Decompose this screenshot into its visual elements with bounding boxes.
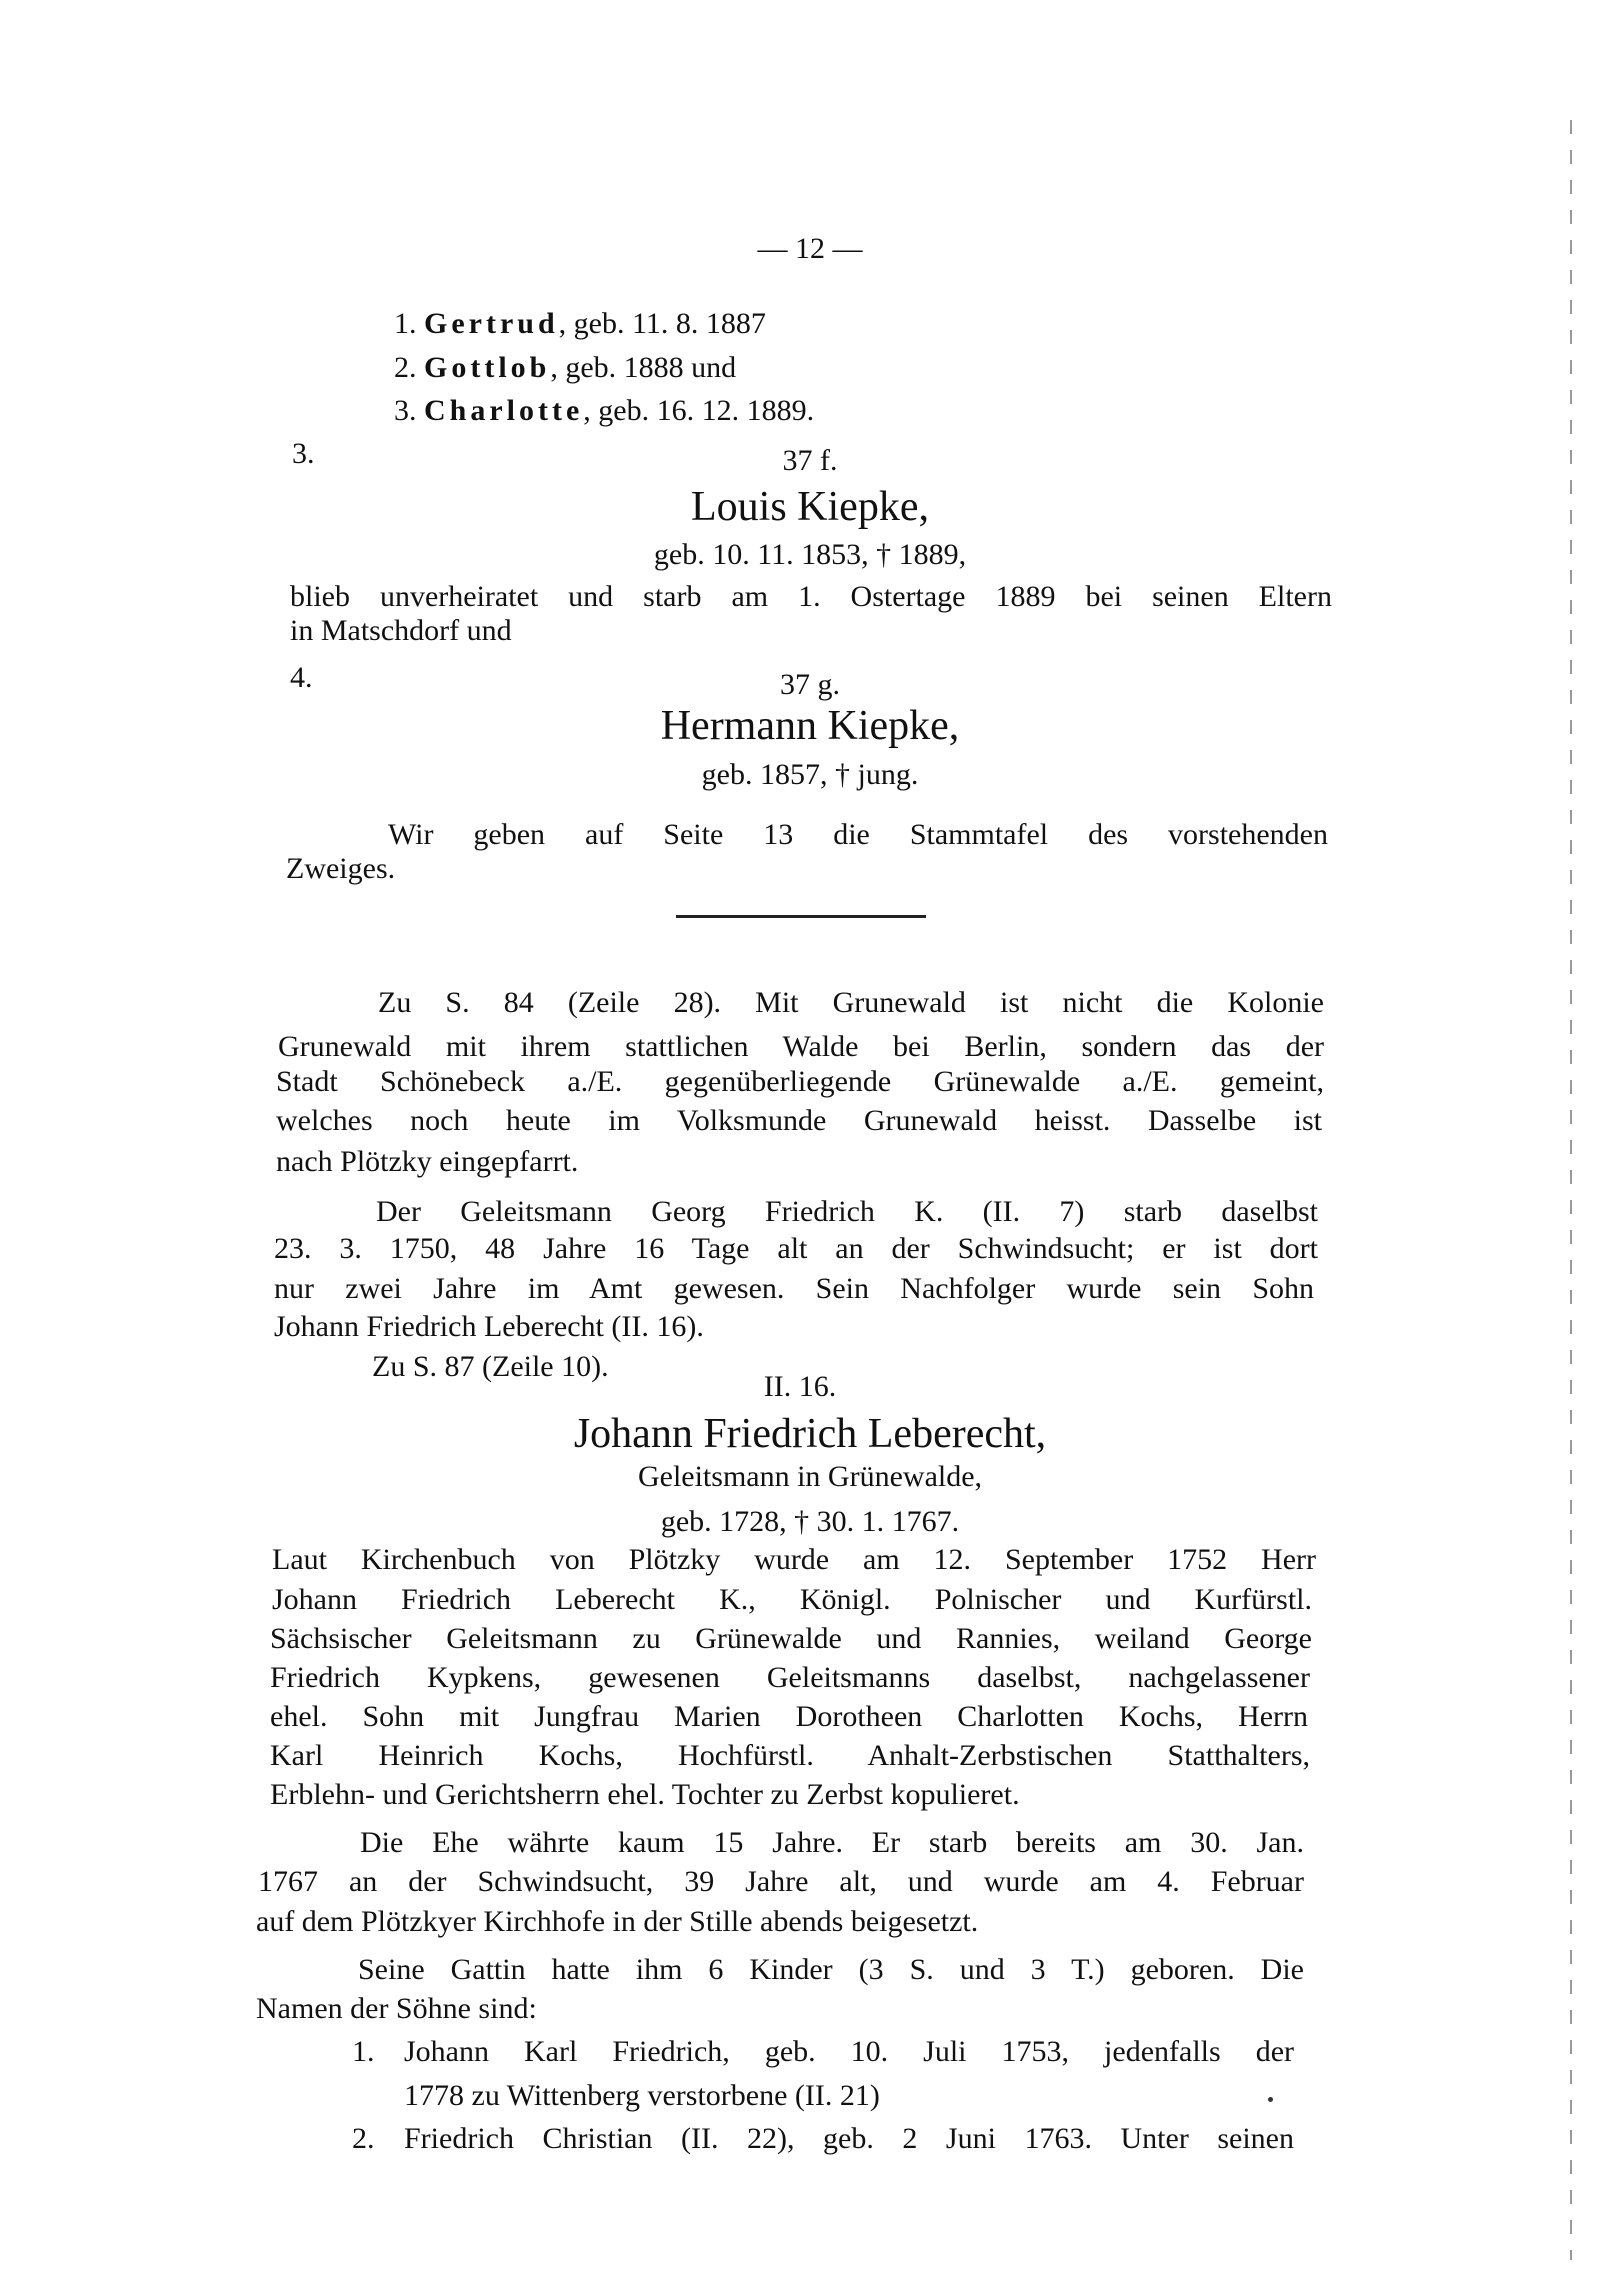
child-item-1 <box>394 307 766 341</box>
page-edge <box>1570 120 1572 2260</box>
entry-label: II. 16. <box>763 1370 837 1403</box>
child-birth: , geb. 16. 12. 1889. <box>583 394 815 427</box>
paragraph-line: nach Plötzky eingepfarrt. <box>276 1145 579 1178</box>
child-birth: , geb. 11. 8. 1887 <box>558 307 766 340</box>
child-birth: , geb. 1888 und <box>550 351 737 384</box>
entry-dates: geb. 1728, † 30. 1. 1767. <box>660 1505 960 1538</box>
paragraph-line: auf dem Plötzkyer Kirchhofe in der Stille abends beigesetzt. <box>256 1905 979 1938</box>
child-number: 3. <box>394 394 417 427</box>
child-name: Gottlob <box>424 351 551 384</box>
son-number: 2. <box>352 2122 375 2155</box>
paragraph-line: Der Geleitsmann Georg Friedrich K. (II. 7) starb daselbst <box>376 1195 1318 1228</box>
entry-name: Johann Friedrich Leberecht, <box>573 1411 1047 1457</box>
son-line: Johann Karl Friedrich, geb. 10. Juli 1753, jedenfalls der <box>404 2035 1294 2068</box>
entry-text: in Matschdorf und <box>290 614 512 647</box>
paragraph-line: Seine Gattin hatte ihm 6 Kinder (3 S. und 3 T.) geboren. Die <box>358 1953 1304 1986</box>
child-name: Charlotte <box>424 394 584 427</box>
child-name: Gertrud <box>424 307 559 340</box>
son-number: 1. <box>352 2035 375 2068</box>
paragraph-line: Laut Kirchenbuch von Plötzky wurde am 12. September 1752 Herr <box>272 1543 1316 1576</box>
child-item-3 <box>394 394 814 428</box>
entry-label: 37 g. <box>780 668 840 701</box>
page-number: — 12 — <box>757 232 863 265</box>
entry-left-number: 3. <box>292 437 315 470</box>
entry-dates: geb. 1857, † jung. <box>701 758 919 791</box>
paragraph-line: Zu S. 84 (Zeile 28). Mit Grunewald ist nicht die Kolonie <box>378 986 1324 1019</box>
entry-label: 37 f. <box>782 444 838 477</box>
paragraph-line: 1767 an der Schwindsucht, 39 Jahre alt, und wurde am 4. Februar <box>258 1865 1304 1898</box>
paragraph-line: Grunewald mit ihrem stattlichen Walde bei Berlin, sondern das der <box>278 1030 1324 1063</box>
paragraph-line: Die Ehe währte kaum 15 Jahre. Er starb bereits am 30. Jan. <box>360 1826 1304 1859</box>
print-speck <box>1268 2097 1273 2102</box>
child-item-2 <box>394 351 736 385</box>
paragraph-line: Zweiges. <box>286 852 396 885</box>
paragraph-line: Sächsischer Geleitsmann zu Grünewalde und Rannies, weiland George <box>270 1622 1312 1655</box>
entry-left-number: 4. <box>290 661 313 694</box>
entry-text: blieb unverheiratet und starb am 1. Ostertage 1889 bei seinen Eltern <box>290 580 1332 613</box>
paragraph-line: Wir geben auf Seite 13 die Stammtafel des vorstehenden <box>388 818 1328 851</box>
entry-dates: geb. 10. 11. 1853, † 1889, <box>653 538 967 571</box>
section-divider <box>676 915 926 918</box>
paragraph-line: Erblehn- und Gerichtsherrn ehel. Tochter zu Zerbst kopulieret. <box>270 1778 1020 1811</box>
son-line: Friedrich Christian (II. 22), geb. 2 Juni 1763. Unter seinen <box>404 2122 1294 2155</box>
paragraph-line: 23. 3. 1750, 48 Jahre 16 Tage alt an der Schwindsucht; er ist dort <box>274 1232 1318 1265</box>
note-label: Zu S. 87 (Zeile 10). <box>372 1350 609 1383</box>
entry-name: Louis Kiepke, <box>691 484 929 530</box>
paragraph-line: Friedrich Kypkens, gewesenen Geleitsmanns daselbst, nachgelassener <box>270 1661 1310 1694</box>
paragraph-line: ehel. Sohn mit Jungfrau Marien Dorotheen Charlotten Kochs, Herrn <box>270 1700 1308 1733</box>
son-line: 1778 zu Wittenberg verstorbene (II. 21) <box>404 2079 880 2112</box>
entry-name: Hermann Kiepke, <box>660 703 960 749</box>
paragraph-line: Johann Friedrich Leberecht K., Königl. Polnischer und Kurfürstl. <box>272 1583 1312 1616</box>
paragraph-line: welches noch heute im Volksmunde Grunewald heisst. Dasselbe ist <box>276 1104 1322 1137</box>
paragraph-line: Stadt Schönebeck a./E. gegenüberliegende Grünewalde a./E. gemeint, <box>276 1065 1324 1098</box>
child-number: 2. <box>394 351 417 384</box>
entry-role: Geleitsmann in Grünewalde, <box>637 1460 983 1493</box>
paragraph-line: nur zwei Jahre im Amt gewesen. Sein Nachfolger wurde sein Sohn <box>274 1272 1314 1305</box>
paragraph-line: Karl Heinrich Kochs, Hochfürstl. Anhalt-Zerbstischen Statthalters, <box>270 1739 1310 1772</box>
child-number: 1. <box>394 307 417 340</box>
paragraph-line: Namen der Söhne sind: <box>256 1992 537 2025</box>
paragraph-line: Johann Friedrich Leberecht (II. 16). <box>274 1310 704 1343</box>
